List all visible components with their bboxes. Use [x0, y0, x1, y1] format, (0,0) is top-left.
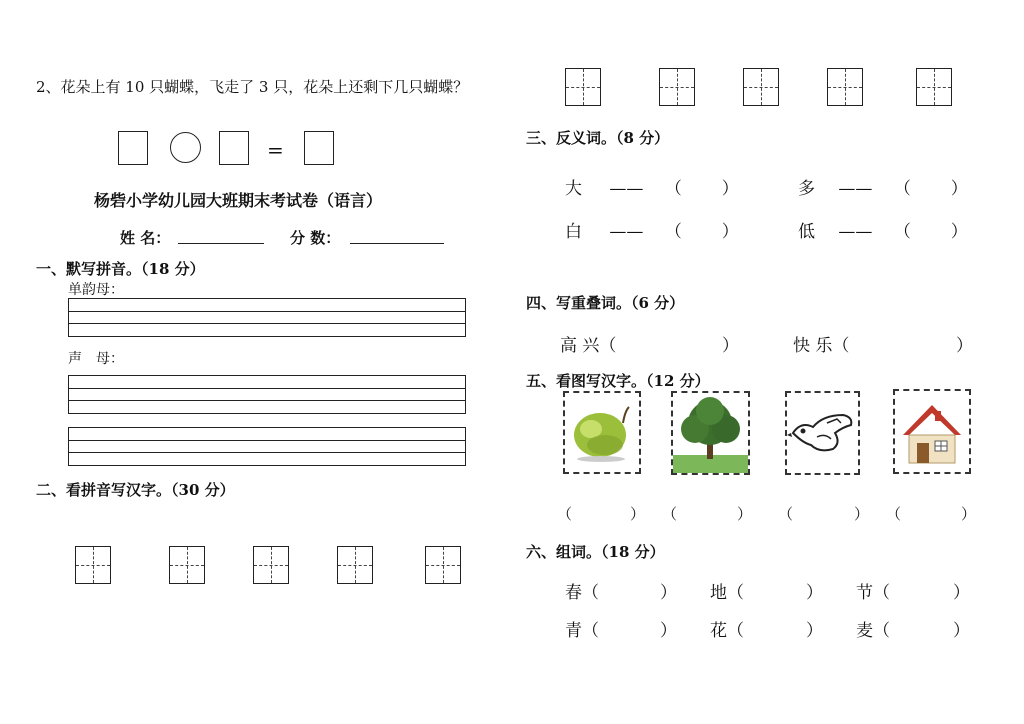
name-field[interactable] — [178, 229, 264, 244]
antonym-word: 低 — [798, 222, 815, 242]
char-grid-box[interactable] — [827, 68, 863, 106]
picture-answer-open-paren: （ — [778, 505, 794, 523]
operator-circle[interactable] — [170, 132, 201, 163]
pinyin-writing-lines-3[interactable] — [68, 427, 466, 466]
antonym-item — [798, 217, 970, 242]
question-2-text: 2、花朵上有 10 只蝴蝶，飞走了 3 只，花朵上还剩下几只蝴蝶？ — [36, 78, 469, 96]
picture-answer-open-paren: （ — [557, 505, 573, 523]
house-icon — [895, 391, 969, 472]
antonym-answer-paren[interactable]: （ ） — [893, 222, 970, 242]
name-label: 姓 名： — [120, 229, 171, 247]
overlap-close-paren: ） — [722, 336, 739, 356]
word-group-close-paren: ） — [660, 583, 677, 603]
char-grid-box[interactable] — [659, 68, 695, 106]
initial-consonant-label: 声 母： — [68, 351, 124, 367]
antonym-answer-paren[interactable]: （ ） — [664, 222, 741, 242]
picture-answer-close-paren: ） — [854, 505, 870, 523]
word-group-label: 花（ — [710, 621, 744, 641]
pinyin-writing-lines-2[interactable] — [68, 375, 466, 414]
char-grid-box[interactable] — [916, 68, 952, 106]
score-label: 分 数： — [290, 229, 341, 247]
section-4-title: 四、写重叠词。（6 分） — [526, 294, 685, 312]
word-group-close-paren: ） — [660, 621, 677, 641]
single-vowel-label: 单韵母： — [68, 282, 124, 298]
picture-answer-open-paren: （ — [662, 505, 678, 523]
antonym-answer-paren[interactable]: （ ） — [893, 179, 970, 199]
pear-picture-frame — [563, 391, 641, 474]
overlap-word-label: 快 乐（ — [793, 336, 850, 356]
char-grid-box[interactable] — [743, 68, 779, 106]
word-group-close-paren: ） — [953, 621, 970, 641]
bird-icon — [787, 393, 858, 473]
picture-answer-close-paren: ） — [961, 505, 977, 523]
word-group-label: 地（ — [710, 583, 744, 603]
section-2-title: 二、看拼音写汉字。（30 分） — [36, 481, 235, 499]
char-grid-box[interactable] — [337, 546, 373, 584]
word-group-close-paren: ） — [806, 583, 823, 603]
bird-picture-frame — [785, 391, 860, 475]
word-group-label: 青（ — [565, 621, 599, 641]
antonym-item — [798, 174, 970, 199]
section-1-title: 一、默写拼音。（18 分） — [36, 260, 205, 278]
answer-box-2[interactable] — [219, 131, 249, 165]
overlap-word-label: 高 兴（ — [560, 336, 617, 356]
pear-icon — [565, 393, 639, 472]
picture-answer-close-paren: ） — [630, 505, 646, 523]
equals-sign: = — [267, 138, 284, 162]
word-group-label: 麦（ — [856, 621, 890, 641]
word-group-close-paren: ） — [953, 583, 970, 603]
section-5-title: 五、看图写汉字。（12 分） — [526, 372, 710, 390]
answer-box-1[interactable] — [118, 131, 148, 165]
tree-icon — [673, 393, 748, 473]
word-group-label: 节（ — [856, 583, 890, 603]
antonym-dash: —— — [609, 222, 644, 242]
antonym-item — [565, 174, 741, 199]
section-6-title: 六、组词。（18 分） — [526, 543, 665, 561]
word-group-close-paren: ） — [806, 621, 823, 641]
char-grid-box[interactable] — [169, 546, 205, 584]
pinyin-writing-lines-1[interactable] — [68, 298, 466, 337]
char-grid-box[interactable] — [253, 546, 289, 584]
antonym-dash: —— — [838, 222, 873, 242]
char-grid-box[interactable] — [425, 546, 461, 584]
picture-answer-close-paren: ） — [737, 505, 753, 523]
char-grid-box[interactable] — [75, 546, 111, 584]
antonym-answer-paren[interactable]: （ ） — [664, 179, 741, 199]
score-field[interactable] — [350, 229, 444, 244]
house-picture-frame — [893, 389, 971, 474]
page-title: 杨砦小学幼儿园大班期末考试卷（语言） — [94, 191, 383, 210]
antonym-dash: —— — [838, 179, 873, 199]
antonym-word: 大 — [565, 179, 582, 199]
antonym-word: 白 — [565, 222, 582, 242]
antonym-word: 多 — [798, 179, 815, 199]
word-group-label: 春（ — [565, 583, 599, 603]
tree-picture-frame — [671, 391, 750, 475]
antonym-item — [565, 217, 741, 242]
section-3-title: 三、反义词。（8 分） — [526, 129, 670, 147]
antonym-dash: —— — [609, 179, 644, 199]
picture-answer-open-paren: （ — [886, 505, 902, 523]
char-grid-box[interactable] — [565, 68, 601, 106]
answer-box-3[interactable] — [304, 131, 334, 165]
overlap-close-paren: ） — [956, 336, 973, 356]
